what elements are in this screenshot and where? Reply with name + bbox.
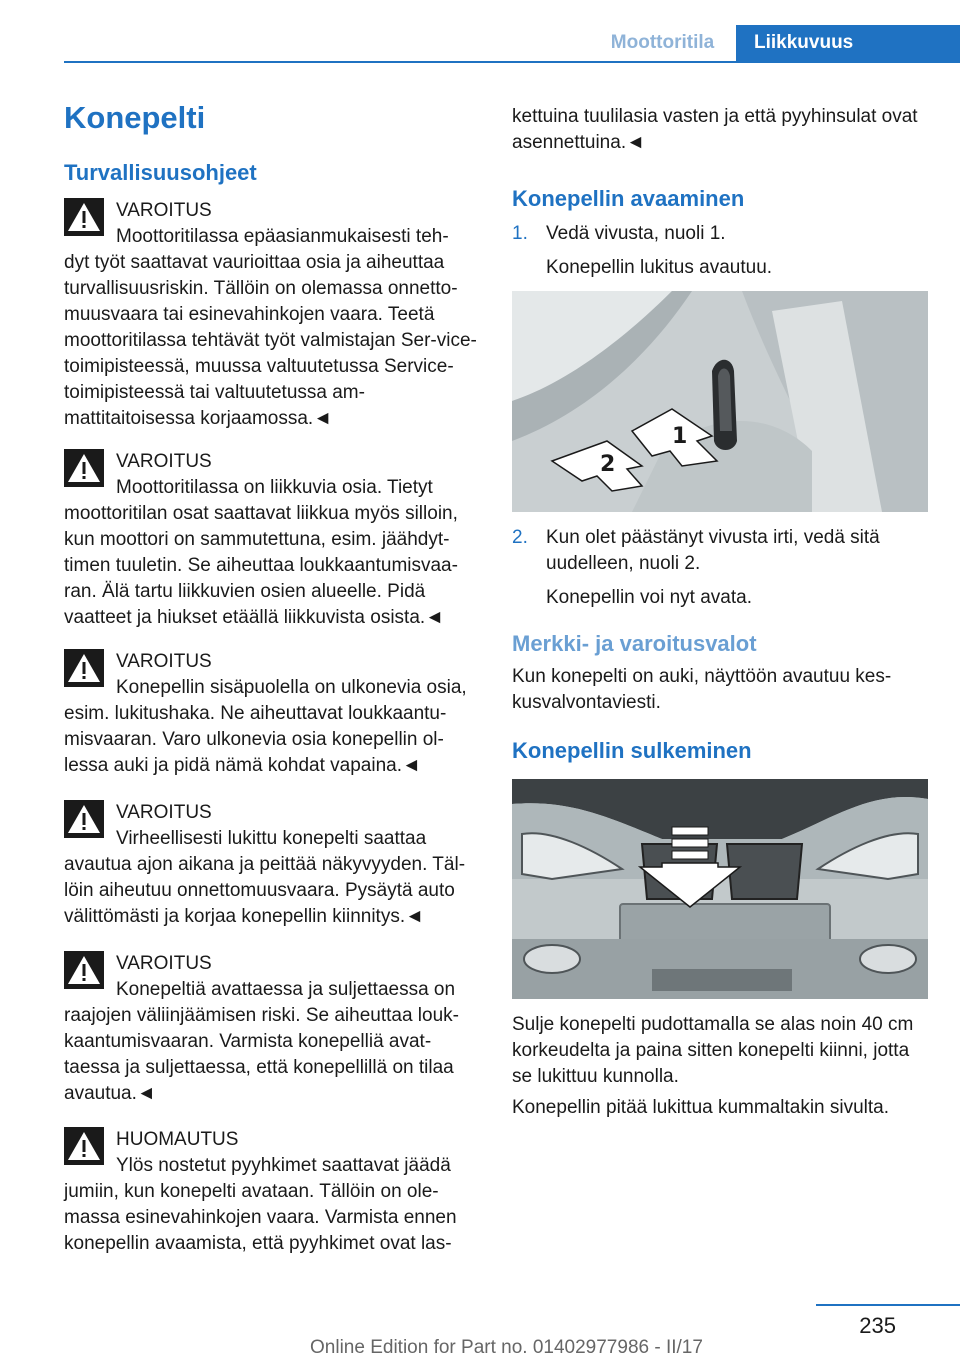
page-number: 235	[859, 1313, 896, 1338]
hood-closing-illustration	[512, 779, 928, 999]
notice-label: HUOMAUTUS	[116, 1129, 239, 1150]
warning-triangle-icon	[64, 951, 104, 989]
warning-label: VAROITUS	[116, 651, 212, 672]
continuation-text: kettuina tuulilasia vasten ja että pyyhinsulat ovat asennettuina.◄	[512, 106, 918, 153]
warning-block	[64, 449, 478, 631]
tab-liikkuvuus[interactable]: Liikkuvuus	[736, 25, 960, 61]
notice-triangle-icon	[64, 1127, 104, 1165]
warning-triangle-icon	[64, 800, 104, 838]
open-heading: Konepellin avaaminen	[512, 186, 745, 211]
warning-block	[64, 649, 478, 779]
indicator-text: Kun konepelti on auki, näyttöön avautuu kes-kusvalvontaviesti.	[512, 666, 892, 713]
warning-block	[64, 198, 478, 432]
step-number: 1.	[512, 223, 528, 244]
warning-triangle-icon	[64, 449, 104, 487]
warning-label: VAROITUS	[116, 451, 212, 472]
hood-release-photo	[512, 291, 928, 512]
header-rule	[64, 61, 960, 63]
page-title: Konepelti	[64, 100, 206, 135]
step-1	[512, 221, 928, 281]
close-heading: Konepellin sulkeminen	[512, 738, 752, 763]
close-note: Konepellin pitää lukittua kummaltakin sivulta.	[512, 1097, 890, 1118]
tab-moottoritila[interactable]: Moottoritila	[610, 32, 715, 53]
step-text: Vedä vivusta, nuoli 1.	[546, 223, 726, 244]
warning-block	[64, 951, 478, 1107]
warning-text-first: Konepellin sisäpuolella on ulkonevia osia,	[116, 677, 467, 698]
warning-text: esim. lukitushaka. Ne aiheuttavat loukkaantu-misvaaran. Varo ulkonevia osia konepellin ol-lessa auki ja pidä nämä kohdat vapaina.◄	[64, 703, 447, 776]
arrow-1-label: 1	[672, 424, 688, 449]
warning-text-first: Virheellisesti lukittu konepelti saattaa	[116, 828, 427, 849]
notice-text-first: Ylös nostetut pyyhkimet saattavat jäädä	[116, 1155, 451, 1176]
warning-triangle-icon	[64, 649, 104, 687]
edition-note: Online Edition for Part no. 01402977986 - II/17	[310, 1337, 703, 1358]
warning-text-first: Moottoritilassa on liikkuvia osia. Tietyt	[116, 477, 433, 498]
warning-label: VAROITUS	[116, 200, 212, 221]
arrow-2-label: 2	[600, 452, 616, 477]
notice-text: jumiin, kun konepelti avataan. Tällöin on ole-massa esinevahinkojen vaara. Varmista ennen konepellin avaamista, että pyyhkimet ovat las-	[64, 1181, 457, 1254]
warning-label: VAROITUS	[116, 953, 212, 974]
warning-text: raajojen väliinjäämisen riski. Se aiheuttaa louk-kaantumisvaaran. Varmista konepelliä avat-taessa ja suljettaessa, että konepellillä on tilaa avautua.◄	[64, 1005, 459, 1104]
warning-text-first: Konepeltiä avattaessa ja suljettaessa on	[116, 979, 456, 1000]
indicator-heading: Merkki- ja varoitusvalot	[512, 631, 757, 656]
safety-heading: Turvallisuusohjeet	[64, 160, 257, 185]
warning-block	[64, 800, 478, 930]
step-result: Konepellin lukitus avautuu.	[546, 257, 773, 278]
hood-closing-photo	[512, 779, 928, 999]
step-number: 2.	[512, 527, 528, 548]
warning-text: avautua ajon aikana ja peittää näkyvyyden. Täl-löin aiheutuu onnettomuusvaara. Pysäytä auto välittömästi ja korjaa konepellin kiinnitys.◄	[64, 854, 466, 927]
warning-text-first: Moottoritilassa epäasianmukaisesti teh-	[116, 226, 449, 247]
warning-text: moottoritilan osat saattavat liikkua myös silloin, kun moottori on sammutettuna, esim. jäähdyt-timen tuuletin. Se aiheuttaa loukkaantumisvaa-ran. Älä tartu liikkuvien osien alueelle. Pidä vaatteet ja hiukset etäällä liikkuvista osista.◄	[64, 503, 458, 628]
step-text: Kun olet päästänyt vivusta irti, vedä sitä uudelleen, nuoli 2.	[546, 527, 880, 574]
close-instructions: Sulje konepelti pudottamalla se alas noin 40 cm korkeudelta ja paina sitten konepelti kiinni, jotta se lukittuu kunnolla.	[512, 1014, 914, 1087]
footer-rule	[816, 1304, 960, 1306]
step-2	[512, 525, 928, 611]
warning-triangle-icon	[64, 198, 104, 236]
step-result: Konepellin voi nyt avata.	[546, 587, 752, 608]
hood-release-illustration	[512, 291, 928, 512]
warning-label: VAROITUS	[116, 802, 212, 823]
notice-block	[64, 1127, 478, 1257]
warning-text: dyt työt saattavat vaurioittaa osia ja aiheuttaa turvallisuusriskin. Tällöin on olemassa onnetto-muusvaara tai esinevahinkojen vaara. Teetä moottoritilassa tehtävät työt valmistajan Ser-vice-toimipisteessä, muussa valtuutetussa Service-toimipisteessä tai valtuutetussa am-mattitaitoisessa korjaamossa.◄	[64, 252, 477, 429]
